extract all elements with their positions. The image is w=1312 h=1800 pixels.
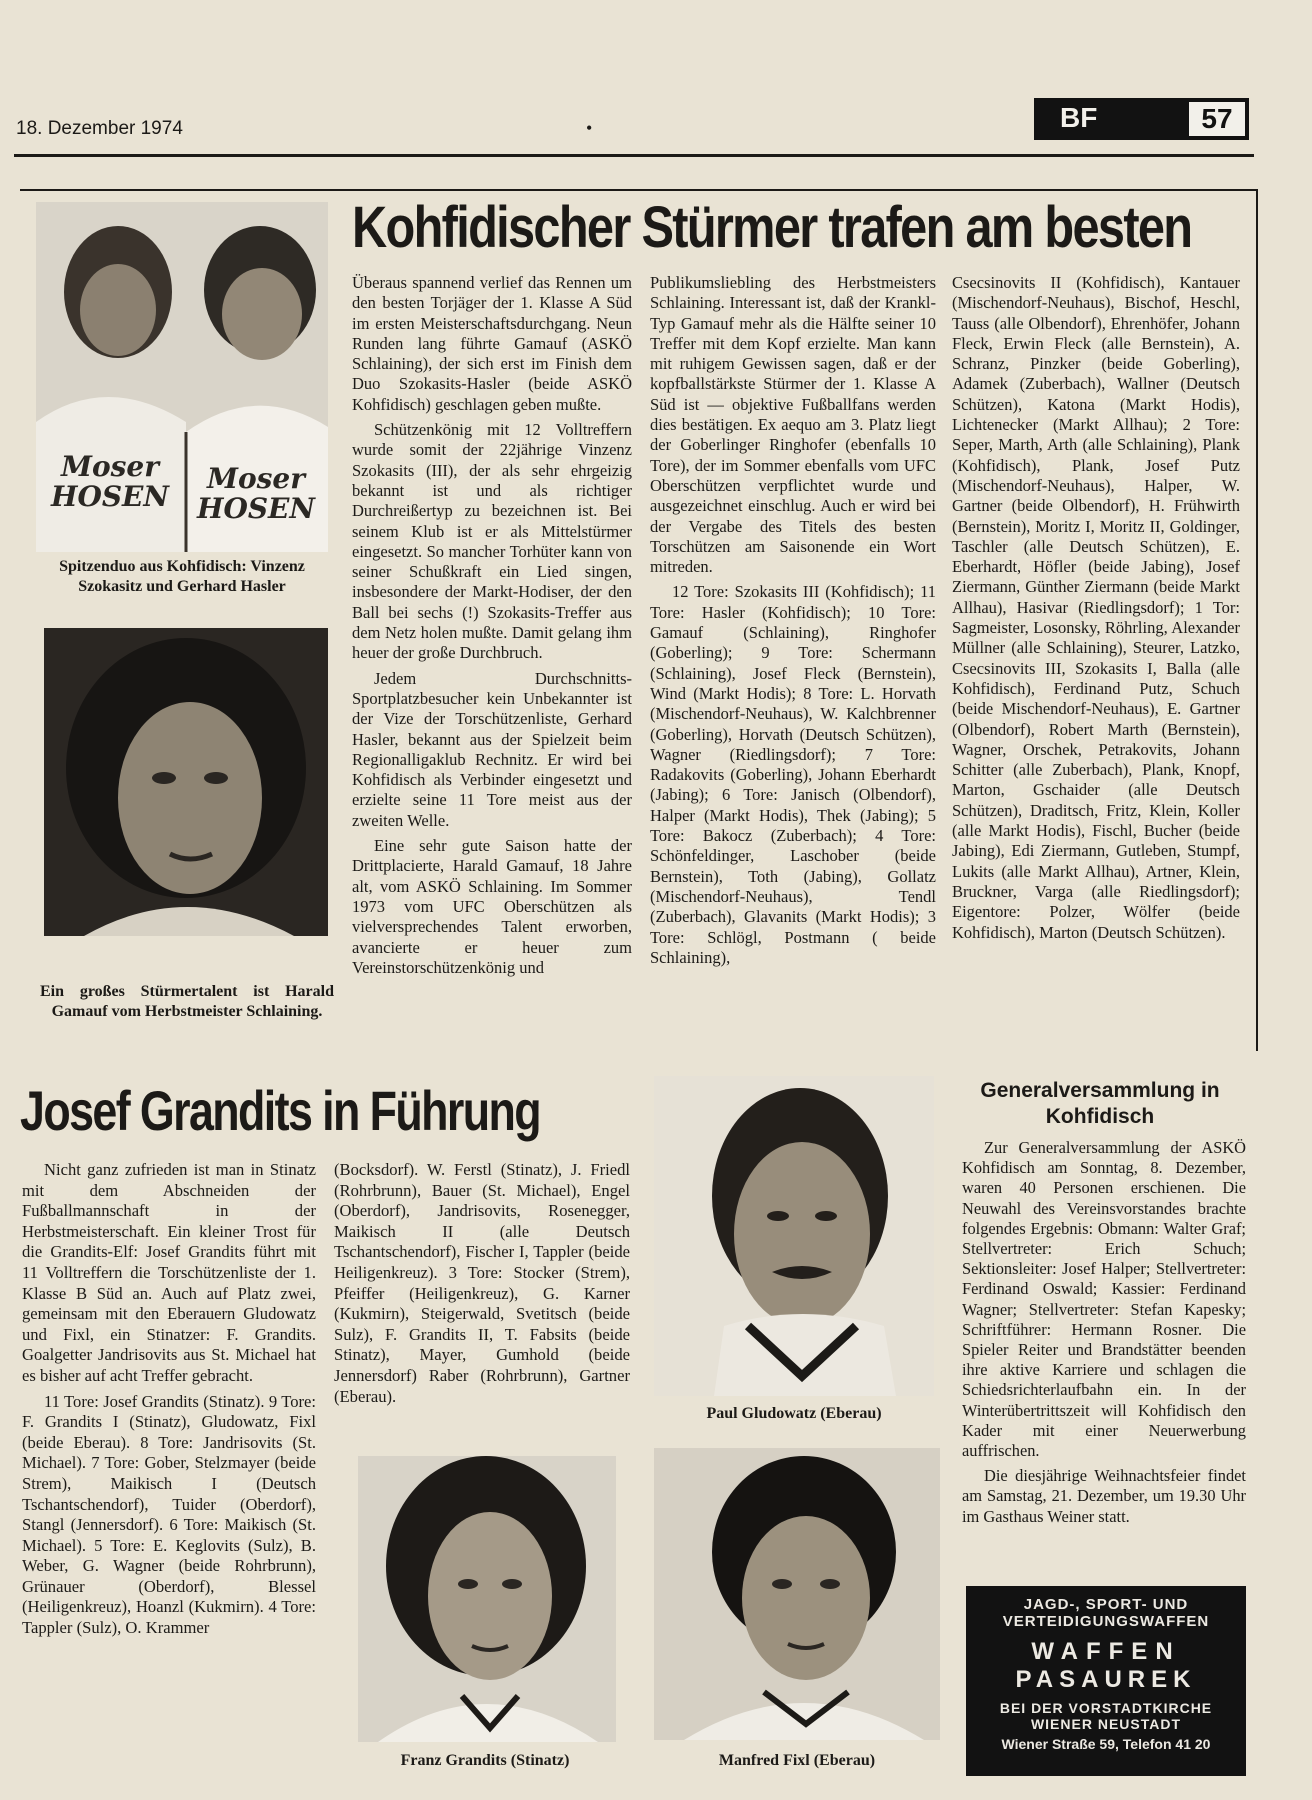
paragraph: Jedem Durchschnitts-Sportplatzbesucher kein Unbekannter ist der Vize der Torschützenliste, Gerhard Hasler, bekannt aus der Spielzeit beim Regionalligaklub Rechnitz. Er wird bei Kohfidisch als Verbinder eingesetzt und erzielte seine 11 Tore meist aus der zweiten Welle. [352,668,632,830]
article3-title: Generalversammlung in Kohfidisch [980,1079,1220,1128]
caption-paul-gludowatz: Paul Gludowatz (Eberau) [706,1405,882,1422]
ad-line: VERTEIDIGUNGSWAFFEN [1002,1613,1210,1630]
paragraph: Überaus spannend verlief das Rennen um den besten Torjäger der 1. Klasse A Süd im ersten Meisterschaftsdurchgang. Neun Runden lang führte Gamauf (ASKÖ Schlaining), der sich erst im Finish dem Duo Szokasits-Hasler (beide ASKÖ Kohfidisch) geschlagen geben mußte. [352,273,632,414]
photo-gamauf [44,628,328,936]
ad-line: JAGD-, SPORT- UND [1023,1596,1189,1613]
article1-column-1 [352,273,632,983]
masthead-dot: • [586,118,593,138]
scorer-list: 12 Tore: Szokasits III (Kohfidisch); 11 Tore: Hasler (Kohfidisch); 10 Tore: Gamauf (Schlaining), Ringhofer (Goberling); 9 Tore: Schermann (Schlaining), Josef Fleck (Bernstein), Wind (Markt Hodis); 8 Tore: L. Horvath (Mischendorf-Neuhaus), W. Kalchbrenner (Goberling), Horvath (Deutsch Schützen), Wagner (Riedlingsdorf); 7 Tore: Radakovits (Goberling), Johann Eberhardt (Jabing); 6 Tore: Janisch (Olbendorf), Halper (Markt Hodis), Thek (Jabing); 5 Tore: Bakocz (Zuberbach); 4 Tore: Schönfeldinger, Laschober (beide Bernstein), Toth (Jabing), Gollatz (Mischendorf-Neuhaus), Tendl (Zuberbach), Glavanits (Markt Hodis); 3 Tore: Schlögl, Postmann ( beide Schlaining), [650,582,936,967]
scorer-list: 11 Tore: Josef Grandits (Stinatz). 9 Tore: F. Grandits I (Stinatz), Gludowatz, Fixl (beide Eberau). 8 Tore: Jandrisovits (St. Michael). 7 Tore: Gober, Stelzmayer (beide Strem), Maikisch I (Deutsch Tschantschendorf), Tuider (Oberdorf), Stangl (Jennersdorf). 6 Tore: Maikisch (St. Michael). 5 Tore: E. Keglovits (Sulz), B. Weber, G. Wagner (beide Rohrbrunn), Grünauer (Oberdorf), Blessel (Heiligenkreuz), Hoanzl (Kukmirn). 4 Tore: Tappler (Sulz), O. Krammer [22,1391,316,1638]
photo-gamauf-caption: Ein großes Stürmertalent ist Harald Gamauf vom Herbstmeister Schlaining. [40,983,334,1020]
article2-column-1 [22,1160,316,1644]
scorer-list-continued: (Bocksdorf). W. Ferstl (Stinatz), J. Friedl (Rohrbrunn), Bauer (St. Michael), Engel (Oberdorf), Jandrisovits, Rosenegger, Maikisch II (alle Deutsch Tschantschendorf), Fischer I, Tappler (beide Heiligenkreuz). 3 Tore: Stocker (Strem), Pfeiffer (Heiligenkreuz), G. Karner (Kukmirn), Steigerwald, Svetitsch (beide Sulz), F. Grandits II, T. Fabsits (beide Stinatz), Mayer, Gumhold (beide Jennersdorf) Raber (Rohrbrunn), Gartner (Eberau). [334,1160,630,1406]
header-rule [14,154,1254,157]
paragraph: Nicht ganz zufrieden ist man in Stinatz mit dem Abschneiden der Fußballmannschaft in der Herbstmeisterschaft. Ein kleiner Trost für die Grandits-Elf: Josef Grandits führt mit 11 Volltreffern die Torschützenliste der 1. Klasse B Süd an. Auch auf Platz zwei, gemeinsam mit den Eberauern Gludowatz und Fixl, ein Stinatzer: F. Grandits. Goalgetter Jandrisovits aus St. Michael hat es bisher auf acht Treffer gebracht. [22,1160,316,1385]
page-number: 57 [1189,102,1245,136]
photo-paul-gludowatz [654,1076,934,1396]
section-badge [1034,98,1249,140]
article1-column-2 [650,273,936,973]
article1-column-3 [952,273,1240,948]
article2-column-2 [334,1160,630,1412]
section-label: BF [1060,102,1098,133]
issue-date: 18. Dezember 1974 [16,118,183,139]
paragraph: Die diesjährige Weihnachtsfeier findet am Samstag, 21. Dezember, um 19.30 Uhr im Gasthaus Weiner statt. [962,1466,1246,1526]
shirt-print-left: Moser HOSEN [50,450,169,513]
article1-headline: Kohfidischer Stürmer trafen am besten [352,195,1192,260]
photo-duo [36,202,328,552]
paragraph: Publikumsliebling des Herbstmeisters Schlaining. Interessant ist, daß der Krankl-Typ Gamauf mehr als die Hälfte seiner 10 Treffer mit dem Kopf erzielte. Man kann mit ruhigem Gewissen sagen, daß er der kopfballstärkste Stürmer der 1. Klasse A Süd ist — objektive Fußballfans werden dies bestätigen. Ex aequo am 3. Platz liegt der Goberlinger Ringhofer (ebenfalls 10 Tore), der im Sommer ebenfalls vom UFC Oberschützen verpflichtet wurde und ausgezeichnet einschlug. Auch er wird bei der Vergabe des Titels des besten Torschützen am Saisonende ein Wort mitreden. [650,273,936,577]
article2-headline: Josef Grandits in Führung [20,1079,541,1142]
caption-franz-grandits: Franz Grandits (Stinatz) [400,1752,570,1769]
ad-line: BEI DER VORSTADTKIRCHE [999,1700,1213,1716]
photo-franz-grandits [358,1456,616,1742]
ad-address: Wiener Straße 59, Telefon 41 20 [1001,1736,1211,1752]
photo-manfred-fixl [654,1448,940,1740]
advertisement-pasaurek [966,1586,1246,1776]
paragraph: Zur Generalversammlung der ASKÖ Kohfidisch am Sonntag, 8. Dezember, waren 40 Personen erschienen. Die Neuwahl des Vereinsvorstandes brachte folgendes Ergebnis: Obmann: Walter Graf; Stellvertreter: Erich Schuch; Sektionsleiter: Josef Halper; Stellvertreter: Ferdinand Oswald; Kassier: Ferdinand Wagner; Stellvertreter: Stefan Kapesky; Schriftführer: Hermann Rosner. Die Spieler Reiter und Brandstätter beenden ihre aktive Karriere und schlagen die Schiedsrichterlaufbahn ein. In der Winterübertrittszeit will Kohfidisch den Kader mit einer Neuerwerbung auffrischen. [962,1138,1246,1461]
ad-brand-line: WAFFEN [1031,1638,1181,1665]
ad-brand-line: PASAUREK [1015,1666,1197,1693]
paragraph: Eine sehr gute Saison hatte der Drittplacierte, Harald Gamauf, 18 Jahre alt, vom ASKÖ Schlaining. Im Sommer 1973 vom UFC Oberschützen als vielversprechendes Talent erworben, avancierte er heuer zum Vereinstorschützenkönig und [352,836,632,977]
shirt-print-right: Moser HOSEN [196,462,315,525]
scorer-list-continued: Csecsinovits II (Kohfidisch), Kantauer (Mischendorf-Neuhaus), Bischof, Heschl, Tauss (alle Olbendorf), Ehrenhöfer, Johann Fleck, Erwin Fleck (alle Bernstein), A. Schranz, Pinzker (beide Goberling), Adamek (Zuberbach), Wallner (Deutsch Schützen), Katona (Markt Hodis), Lichtenecker (Markt Allhau); 2 Tore: Seper, Marth, Arth (alle Schlaining), Plank (Kohfidisch), Plank, Josef Putz (Mischendorf-Neuhaus), Halper, W. Gartner (beide Olbendorf), H. Frühwirth (Bernstein), Moritz I, Moritz II, Goldinger, Taschler (alle Deutsch Schützen), E. Eberhardt, Höfler (beide Jabing), Josef Ziermann, Günther Ziermann (beide Markt Allhau), Hasivar (Riedlingsdorf); 1 Tor: Sagmeister, Losonsky, Röhrling, Alexander Müllner (alle Schlaining), Steurer, Latzko, Csecsinovits III, Szokasits I, Balla (alle Kohfidisch), Ferdinand Putz, Schuch (beide Mischendorf-Neuhaus), E. Gartner (Olbendorf), Robert Marth (Bernstein), Wagner, Orschek, Petrakovits, Johann Schitter (alle Zuberbach), Plank, Knopf, Marton, Gschaider (alle Deutsch Schützen), Draditsch, Fritz, Klein, Koller (alle Markt Hodis), Fischl, Bucher (beide Jabing), Edi Ziermann, Gutleben, Stumpf, Lukits (alle Markt Allhau), Artner, Klein, Bruckner, Varga (alle Riedlingsdorf); Eigentore: Polzer, Wölfer (beide Kohfidisch), Marton (Deutsch Schützen). [952,273,1240,942]
paragraph: Schützenkönig mit 12 Volltreffern wurde somit der 22jährige Vinzenz Szokasits (III), der als sehr ehrgeizig bekannt ist und als richtiger Durchreißertyp zu bezeichnen ist. Bei seinem Klub ist er als Mittelstürmer eingesetzt. So mancher Torhüter kann von seiner Schußkraft ein Lied singen, insbesondere der Markt-Hodiser, der den Ball bei sechs (!) Szokasits-Treffer aus dem Netz holen mußte. Damit gelang ihm heuer der große Durchbruch. [352,420,632,663]
article3-body [962,1138,1246,1532]
ad-line: WIENER NEUSTADT [1030,1716,1182,1732]
caption-manfred-fixl: Manfred Fixl (Eberau) [718,1752,876,1769]
photo-duo-caption: Spitzenduo aus Kohfidisch: Vinzenz Szokasitz und Gerhard Hasler [59,558,305,595]
